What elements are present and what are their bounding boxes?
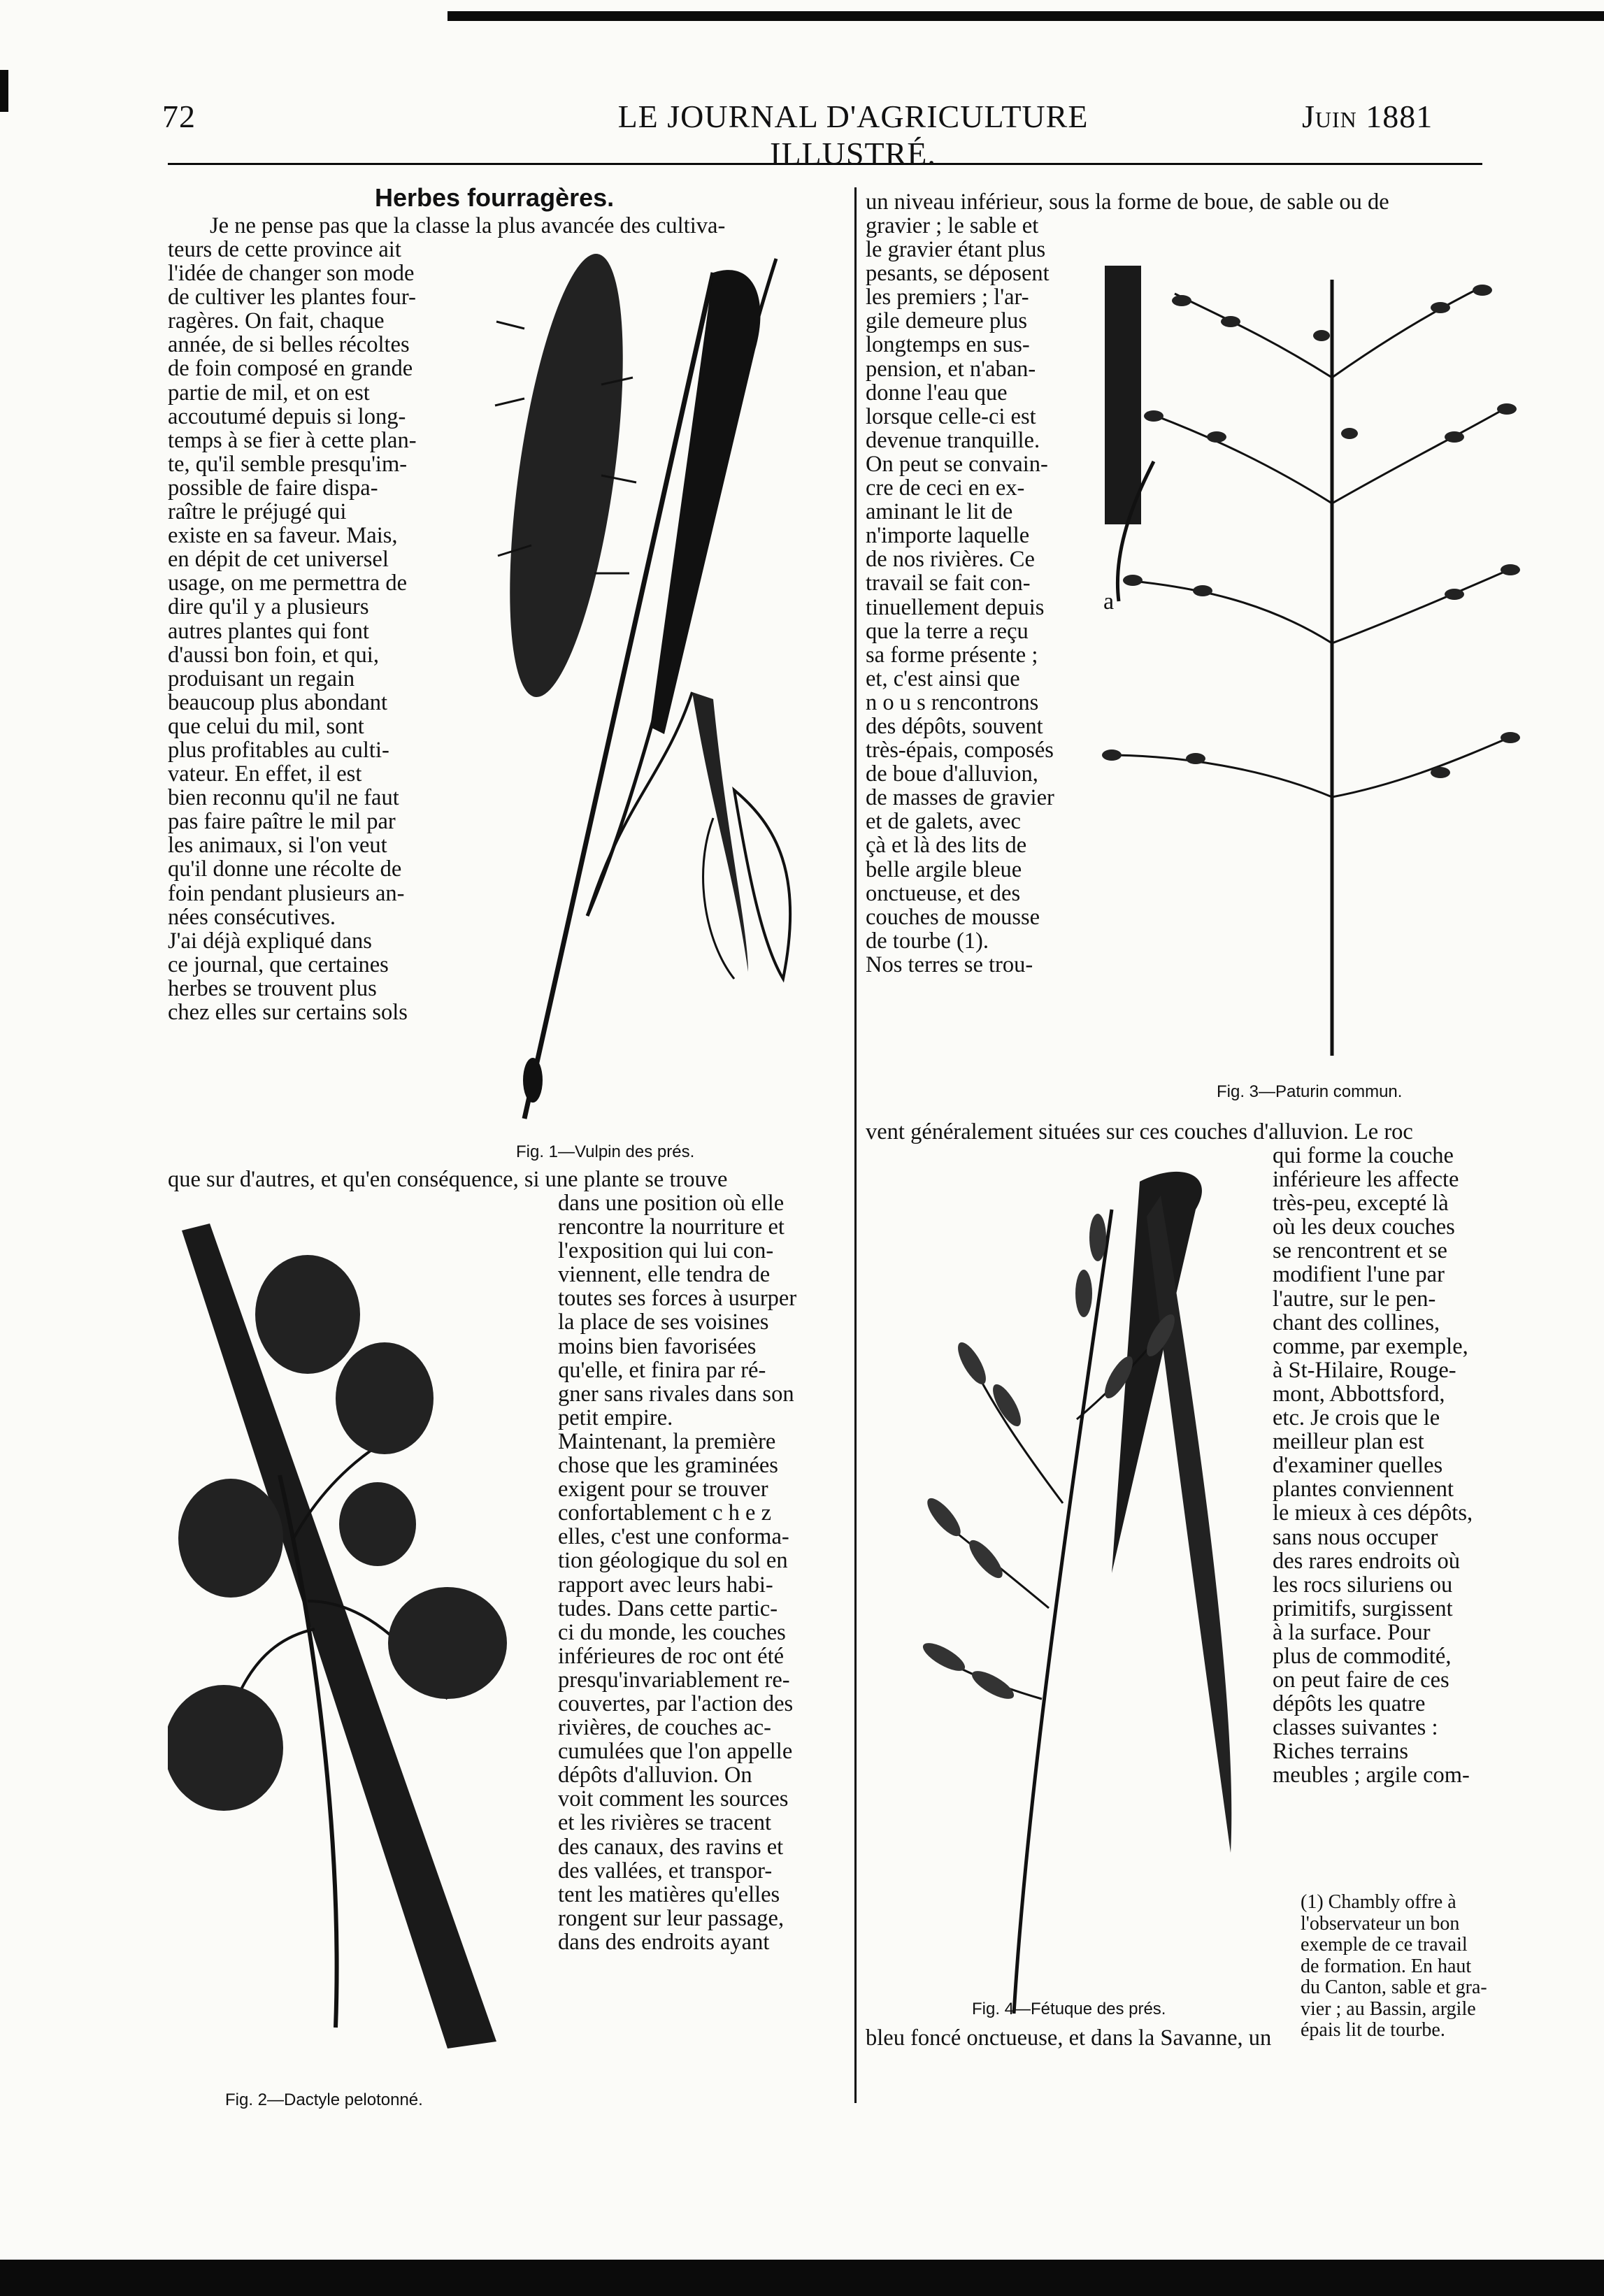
journal-title: LE JOURNAL D'AGRICULTURE ILLUSTRÉ. <box>617 99 1089 171</box>
page-number: 72 <box>162 99 196 134</box>
figure-4-illustration <box>909 1154 1280 2021</box>
figure-3-illustration <box>1091 252 1531 1063</box>
column1-intro: Je ne pense pas que la classe la plus avancée des cultiva- <box>210 213 726 238</box>
column-divider <box>854 187 857 2103</box>
column2-lower-text: qui forme la couche inférieure les affecte très-peu, excepté là où les deux couches se rencontrent et se modifient l'une par l'autre, sur le pen- chant des collines, comme, par exemple, à St-Hilaire, Rouge- mont, Abbottsford, etc. Je crois que le meilleur plan est d'examiner quelles plantes conviennent le mieux à ces dépôts, sans nous occuper des rares endroits où les rocs siluriens ou primitifs, surgissent à la surface. Pour plus de commodité, on peut faire de ces dépôts les quatre classes suivantes : Riches terrains meubles ; argile com- <box>1273 1143 1473 1788</box>
column2-upper-text: gravier ; le sable et le gravier étant plus pesants, se déposent les premiers ; l'ar- gile demeure plus longtemps en sus- pension, et n'aban- donne l'eau que lorsque celle-ci est devenue tranquille. On peut se convain- cre de ceci en ex- aminant le lit de n'importe laquelle de nos rivières. Ce travail se fait con- tinuellement depuis que la terre a reçu sa forme présente ; et, c'est ainsi que n o u s rencontrons des dépôts, souvent très-épais, composés de boue d'alluvion, de masses de gravier et de galets, avec çà et là des lits de belle argile bleue onctueuse, et des couches de mousse de tourbe (1). Nos terres se trou- <box>866 213 1054 977</box>
figure-3-caption: Fig. 3—Paturin commun. <box>1217 1082 1403 1101</box>
column2-top-line: un niveau inférieur, sous la forme de boue, de sable ou de <box>866 189 1389 215</box>
figure-1-caption: Fig. 1—Vulpin des prés. <box>516 1142 695 1161</box>
bottom-rule <box>0 2260 1604 2296</box>
left-edge-mark <box>0 70 8 112</box>
column2-wide-line: vent généralement situées sur ces couches d'alluvion. Le roc <box>866 1119 1413 1145</box>
figure-3-detail-letter: a <box>1103 589 1115 615</box>
footnote: (1) Chambly offre à l'observateur un bon exemple de ce travail de formation. En haut du Canton, sable et gra- vier ; au Bassin, argile épais lit de tourbe. <box>1301 1891 1487 2041</box>
column2-bottom-line: bleu foncé onctueuse, et dans la Savanne, un <box>866 2025 1272 2051</box>
figure-2-illustration <box>168 1210 559 2055</box>
issue-date: Juin 1881 <box>1302 99 1433 134</box>
column1-upper-text: teurs de cette province ait l'idée de changer son mode de cultiver les plantes four- ragères. On fait, chaque année, de si belles récoltes de foin composé en grande partie de mil, et on est accoutumé depuis si long- temps à se fier à cette plan- te, qu'il semble presqu'im- possible de faire dispa- raître le préjugé qui existe en sa faveur. Mais, en dépit de cet universel usage, on me permettra de dire qu'il y a plusieurs autres plantes qui font d'aussi bon foin, et qui, produisant un regain beaucoup plus abondant que celui du mil, sont plus profitables au culti- vateur. En effet, il est bien reconnu qu'il ne faut pas faire paître le mil par les animaux, si l'on veut qu'il donne une récolte de foin pendant plusieurs an- nées consécutives. J'ai déjà expliqué dans ce journal, que certaines herbes se trouvent plus chez elles sur certains sols <box>168 237 417 1025</box>
column1-wide-line: que sur d'autres, et qu'en conséquence, si une plante se trouve <box>168 1167 728 1192</box>
column1-lower-text: dans une position où elle rencontre la nourriture et l'exposition qui lui con- viennent, elle tendra de toutes ses forces à usurper la place de ses voisines moins bien favorisées qu'elle, et finira par ré- gner sans rivales dans son petit empire. Maintenant, la première chose que les graminées exigent pour se trouver confortablement c h e z elles, c'est une conforma- tion géologique du sol en rapport avec leurs habi- tudes. Dans cette partic- ci du monde, les couches inférieures de roc ont été presqu'invariablement re- couvertes, par l'action des rivières, de couches ac- cumulées que l'on appelle dépôts d'alluvion. On voit comment les sources et les rivières se tracent des canaux, des ravins et des vallées, et transpor- tent les matières qu'elles rongent sur leur passage, dans des endroits ayant <box>558 1191 797 1955</box>
figure-2-caption: Fig. 2—Dactyle pelotonné. <box>225 2090 423 2109</box>
figure-4-caption: Fig. 4—Fétuque des prés. <box>972 2000 1166 2018</box>
top-rule <box>447 11 1604 21</box>
figure-1-illustration <box>482 245 846 1126</box>
article-title: Herbes fourragères. <box>375 183 615 212</box>
